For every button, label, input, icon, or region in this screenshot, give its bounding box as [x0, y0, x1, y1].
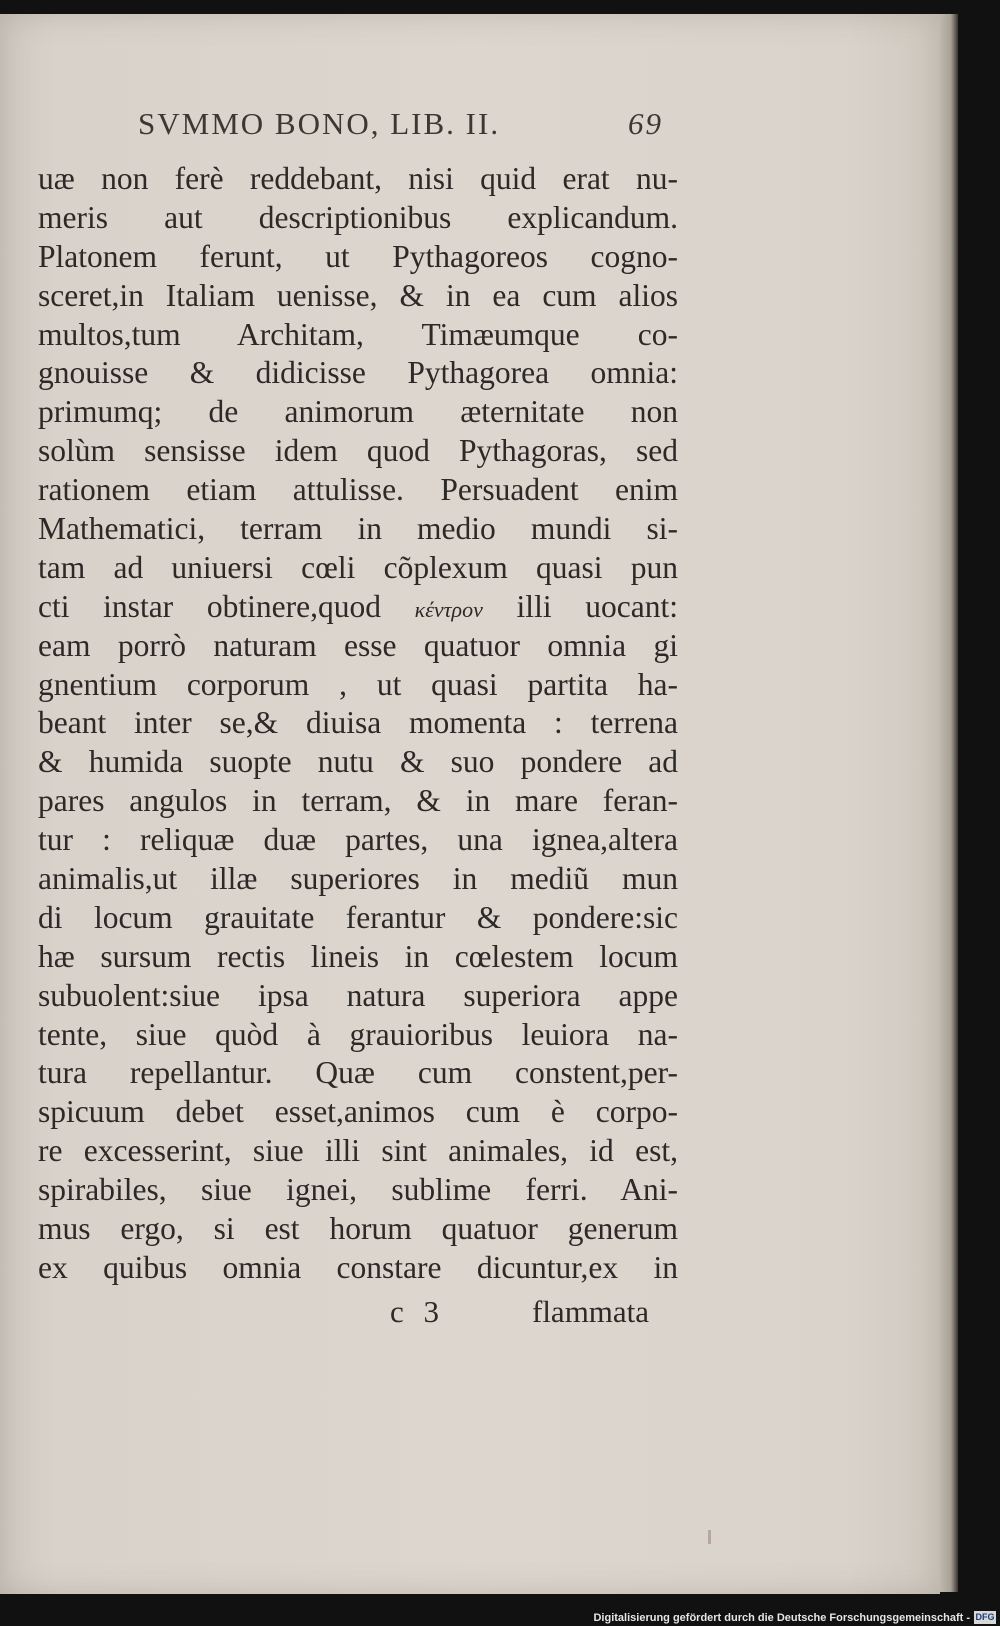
text-line: re excesserint, siue illi sint animales, id est,: [38, 1133, 678, 1169]
text-line: primumq; de animorum æternitate non: [38, 394, 678, 430]
page-number: 69: [628, 106, 663, 141]
text-line: & humida suopte nutu & suo pondere ad: [38, 744, 678, 780]
text-line: hæ sursum rectis lineis in cœlestem locum: [38, 938, 678, 974]
signature-mark: c 3: [390, 1294, 446, 1329]
text-line: mus ergo, si est horum quatuor generum: [38, 1211, 678, 1247]
text-line: multos,tum Architam, Timæumque co-: [38, 316, 678, 352]
text-line: subuolent:siue ipsa natura superiora appe: [38, 977, 678, 1013]
text-line: beant inter se,& diuisa momenta : terrena: [38, 705, 678, 741]
catchword: flammata: [532, 1294, 650, 1329]
text-line: Mathematici, terram in medio mundi si-: [38, 511, 678, 547]
greek-word: κέντρον: [414, 596, 483, 622]
text-line: meris aut descriptionibus explicandum.: [38, 199, 678, 235]
greek-line-before: cti instar obtinere,quod: [38, 588, 415, 624]
text-line: spicuum debet esset,animos cum è corpo-: [38, 1094, 678, 1130]
dfg-logo-icon: DFG: [975, 1612, 995, 1622]
text-line: tam ad uniuersi cœli cõplexum quasi pun: [38, 549, 678, 585]
text-line: di locum grauitate ferantur & pondere:sic: [38, 899, 678, 935]
book-page: [0, 14, 940, 1594]
text-line: tur : reliquæ duæ partes, una ignea,altera: [38, 822, 678, 858]
text-line: gnentium corporum , ut quasi partita ha-: [38, 666, 678, 702]
text-line: tura repellantur. Quæ cum constent,per-: [38, 1055, 678, 1091]
funding-credit: Digitalisierung gefördert durch die Deutsche Forschungsgemeinschaft -: [593, 1612, 970, 1624]
text-line: uæ non ferè reddebant, nisi quid erat nu-: [38, 161, 678, 196]
page-edge: [940, 14, 958, 1592]
text-line: spirabiles, siue ignei, sublime ferri. Ani-: [38, 1172, 678, 1208]
body-text: [38, 160, 678, 1288]
page-foot: [0, 1294, 680, 1334]
text-line: animalis,ut illæ superiores in mediũ mun: [38, 861, 678, 897]
running-head: SVMMO BONO, LIB. II.: [138, 106, 501, 141]
text-line: ex quibus omnia constare dicuntur,ex in: [38, 1249, 678, 1285]
text-line: pares angulos in terram, & in mare feran-: [38, 783, 678, 819]
paper-stain: [708, 1530, 711, 1544]
text-line-greek: [38, 588, 678, 627]
text-line: sceret,in Italiam uenisse, & in ea cum alios: [38, 277, 678, 313]
page-header: [138, 106, 678, 146]
greek-line-after: illi uocant:: [482, 588, 678, 624]
text-line: tente, siue quòd à grauioribus leuiora na-: [38, 1016, 678, 1052]
text-line: Platonem ferunt, ut Pythagoreos cogno-: [38, 238, 678, 274]
text-line: eam porrò naturam esse quatuor omnia gi: [38, 627, 678, 663]
footer-bar: [0, 1608, 1000, 1626]
text-line: rationem etiam attulisse. Persuadent enim: [38, 472, 678, 508]
text-line: solùm sensisse idem quod Pythagoras, sed: [38, 433, 678, 469]
text-line: gnouisse & didicisse Pythagorea omnia:: [38, 355, 678, 391]
